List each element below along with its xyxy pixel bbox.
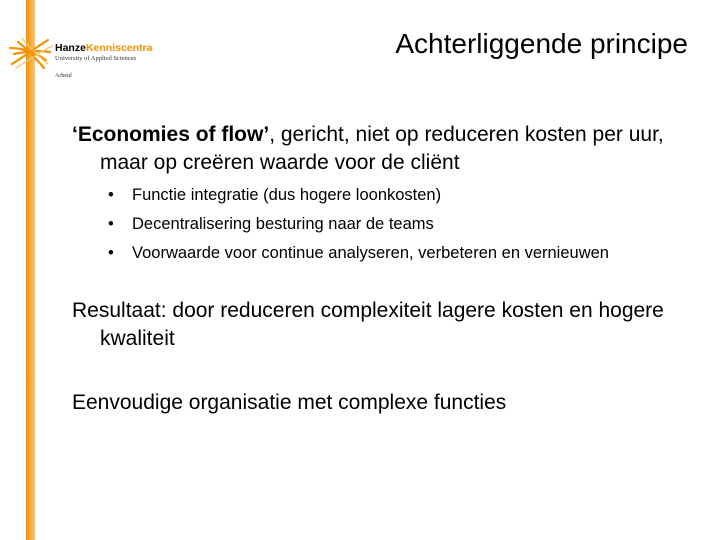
logo-name: HanzeKenniscentra [55, 42, 153, 54]
point-economies-of-flow [72, 121, 692, 177]
sub-item-functie-integratie: • Functie integratie (dus hogere loonkosten) [132, 184, 692, 207]
logo-department: Arbeid [55, 73, 72, 79]
sub-item-voorwaarde: • Voorwaarde voor continue analyseren, verbeteren en vernieuwen [132, 242, 692, 265]
sub-list [72, 184, 692, 265]
slide-title: Achterliggende principe [395, 28, 688, 59]
point-resultaat: Resultaat: door reduceren complexiteit lagere kosten en hogere kwaliteit [72, 299, 664, 350]
point-economies-of-flow-bold: ‘Economies of flow’ [72, 123, 270, 146]
hanze-star-icon [8, 34, 54, 74]
point-eenvoudige-organisatie: Eenvoudige organisatie met complexe functies [72, 391, 507, 414]
sub-item-decentralisering: • Decentralisering besturing naar de teams [132, 213, 692, 236]
logo-subtitle: University of Applied Sciences [55, 55, 137, 62]
hanze-logo [8, 34, 178, 86]
slide-content [72, 121, 692, 417]
point-economies-of-flow-text: , gericht, niet op reduceren kosten per uur, maar op creëren waarde voor de cliënt [100, 123, 664, 174]
